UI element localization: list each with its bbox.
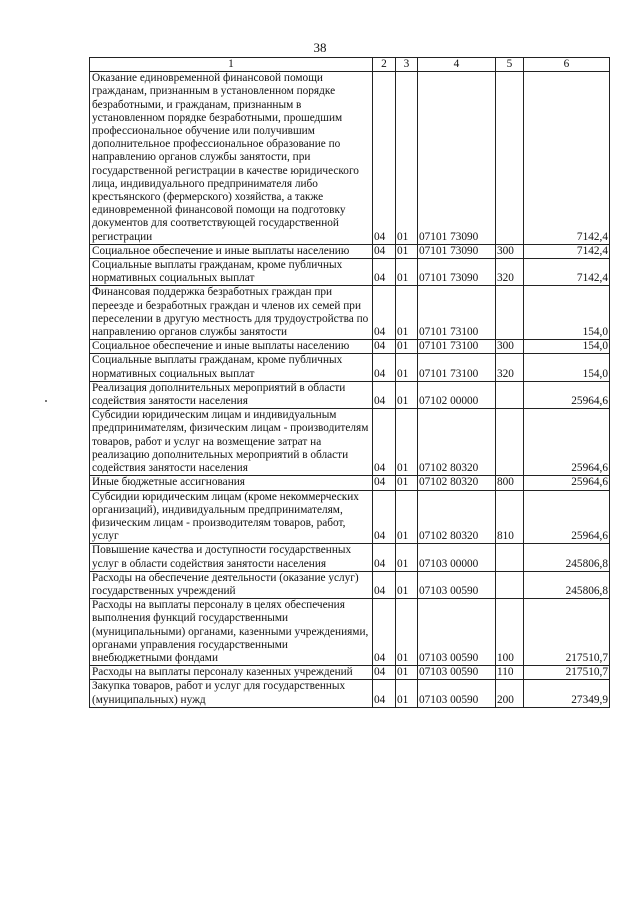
row-subsection: 01 — [396, 599, 418, 666]
row-amount: 154,0 — [524, 340, 610, 354]
row-amount: 25964,6 — [524, 409, 610, 476]
row-target-article: 07101 73100 — [418, 354, 496, 381]
row-expense-type: 300 — [496, 340, 524, 354]
column-header-3: 3 — [396, 58, 418, 72]
row-name: Социальное обеспечение и иные выплаты населению — [90, 244, 373, 258]
row-name: Оказание единовременной финансовой помощи гражданам, признанным в установленном порядке безработными, и гражданам, признанным в установленном порядке безработными, прошедшим профессиональное обучение или получившим дополнительное профессиональное образование по направлению органов службы занятости, при государственной регистрации в качестве юридического лица, индивидуального предпринимателя либо крестьянского (фермерского) хозяйства, а также единовременной финансовой помощи на подготовку документов для соответствующей государственной регистрации — [90, 72, 373, 245]
row-target-article: 07101 73100 — [418, 340, 496, 354]
row-subsection: 01 — [396, 286, 418, 340]
row-subsection: 01 — [396, 571, 418, 598]
row-section: 04 — [373, 571, 396, 598]
row-amount: 25964,6 — [524, 490, 610, 544]
row-expense-type — [496, 571, 524, 598]
row-name: Реализация дополнительных мероприятий в области содействия занятости населения — [90, 381, 373, 408]
column-header-1: 1 — [90, 58, 373, 72]
row-name: Финансовая поддержка безработных граждан при переезде и безработных граждан и членов их семей при переселении в другую местность для трудоустройства по направлению органов службы занятости — [90, 286, 373, 340]
row-amount: 154,0 — [524, 286, 610, 340]
column-header-5: 5 — [496, 58, 524, 72]
table-row — [90, 476, 610, 490]
row-section: 04 — [373, 409, 396, 476]
row-name: Иные бюджетные ассигнования — [90, 476, 373, 490]
row-target-article: 07103 00590 — [418, 599, 496, 666]
table-row — [90, 409, 610, 476]
row-amount: 217510,7 — [524, 599, 610, 666]
column-header-2: 2 — [373, 58, 396, 72]
table-row — [90, 666, 610, 680]
row-section: 04 — [373, 354, 396, 381]
row-target-article: 07101 73090 — [418, 244, 496, 258]
row-subsection: 01 — [396, 259, 418, 286]
row-section: 04 — [373, 666, 396, 680]
row-subsection: 01 — [396, 666, 418, 680]
row-amount: 25964,6 — [524, 381, 610, 408]
row-target-article: 07101 73090 — [418, 259, 496, 286]
row-amount: 7142,4 — [524, 72, 610, 245]
row-subsection: 01 — [396, 476, 418, 490]
page-number: 38 — [313, 40, 327, 55]
row-subsection: 01 — [396, 244, 418, 258]
table-row — [90, 544, 610, 571]
row-expense-type: 100 — [496, 599, 524, 666]
row-expense-type: 320 — [496, 354, 524, 381]
row-subsection: 01 — [396, 544, 418, 571]
table-row — [90, 244, 610, 258]
table-row — [90, 72, 610, 245]
row-subsection: 01 — [396, 72, 418, 245]
row-expense-type — [496, 72, 524, 245]
table-row — [90, 340, 610, 354]
row-section: 04 — [373, 244, 396, 258]
row-amount: 154,0 — [524, 354, 610, 381]
row-name: Расходы на выплаты персоналу в целях обеспечения выполнения функций государственными (муниципальными) органами, казенными учреждениями, органами управления государственными внебюджетными фондами — [90, 599, 373, 666]
row-section: 04 — [373, 544, 396, 571]
row-section: 04 — [373, 490, 396, 544]
row-name: Социальное обеспечение и иные выплаты населению — [90, 340, 373, 354]
row-section: 04 — [373, 476, 396, 490]
row-amount: 7142,4 — [524, 244, 610, 258]
row-expense-type: 800 — [496, 476, 524, 490]
table-header-row — [90, 58, 610, 72]
row-name: Социальные выплаты гражданам, кроме публичных нормативных социальных выплат — [90, 259, 373, 286]
table-row — [90, 599, 610, 666]
row-name: Социальные выплаты гражданам, кроме публичных нормативных социальных выплат — [90, 354, 373, 381]
row-amount: 27349,9 — [524, 680, 610, 707]
row-target-article: 07101 73090 — [418, 72, 496, 245]
row-target-article: 07102 80320 — [418, 409, 496, 476]
row-expense-type — [496, 409, 524, 476]
table-row — [90, 286, 610, 340]
row-expense-type: 300 — [496, 244, 524, 258]
row-name: Закупка товаров, работ и услуг для государственных (муниципальных) нужд — [90, 680, 373, 707]
row-expense-type — [496, 286, 524, 340]
table-row — [90, 571, 610, 598]
table-row — [90, 490, 610, 544]
column-header-4: 4 — [418, 58, 496, 72]
row-subsection: 01 — [396, 409, 418, 476]
row-section: 04 — [373, 599, 396, 666]
row-expense-type: 810 — [496, 490, 524, 544]
row-section: 04 — [373, 381, 396, 408]
row-name: Расходы на выплаты персоналу казенных учреждений — [90, 666, 373, 680]
row-section: 04 — [373, 680, 396, 707]
row-amount: 245806,8 — [524, 544, 610, 571]
row-expense-type: 110 — [496, 666, 524, 680]
row-amount: 25964,6 — [524, 476, 610, 490]
row-expense-type — [496, 381, 524, 408]
row-subsection: 01 — [396, 680, 418, 707]
row-target-article: 07102 80320 — [418, 490, 496, 544]
row-expense-type — [496, 544, 524, 571]
row-name: Повышение качества и доступности государственных услуг в области содействия занятости населения — [90, 544, 373, 571]
budget-table — [89, 57, 610, 708]
row-subsection: 01 — [396, 381, 418, 408]
row-section: 04 — [373, 340, 396, 354]
table-row — [90, 381, 610, 408]
row-amount: 217510,7 — [524, 666, 610, 680]
row-amount: 7142,4 — [524, 259, 610, 286]
row-name: Субсидии юридическим лицам (кроме некоммерческих организаций), индивидуальным предпринимателям, физическим лицам - производителям товаров, работ, услуг — [90, 490, 373, 544]
table-row — [90, 259, 610, 286]
row-section: 04 — [373, 259, 396, 286]
row-name: Субсидии юридическим лицам и индивидуальным предпринимателям, физическим лицам - производителям товаров, работ и услуг на возмещение затрат на реализацию дополнительных мероприятий в области содействия занятости населения — [90, 409, 373, 476]
scan-speck — [45, 400, 47, 402]
row-subsection: 01 — [396, 354, 418, 381]
row-target-article: 07102 80320 — [418, 476, 496, 490]
column-header-6: 6 — [524, 58, 610, 72]
row-section: 04 — [373, 286, 396, 340]
row-section: 04 — [373, 72, 396, 245]
row-expense-type: 200 — [496, 680, 524, 707]
row-target-article: 07103 00590 — [418, 571, 496, 598]
row-amount: 245806,8 — [524, 571, 610, 598]
row-subsection: 01 — [396, 490, 418, 544]
row-target-article: 07102 00000 — [418, 381, 496, 408]
row-target-article: 07103 00000 — [418, 544, 496, 571]
row-subsection: 01 — [396, 340, 418, 354]
row-expense-type: 320 — [496, 259, 524, 286]
row-target-article: 07103 00590 — [418, 680, 496, 707]
table-row — [90, 680, 610, 707]
table-row — [90, 354, 610, 381]
row-target-article: 07103 00590 — [418, 666, 496, 680]
row-name: Расходы на обеспечение деятельности (оказание услуг) государственных учреждений — [90, 571, 373, 598]
row-target-article: 07101 73100 — [418, 286, 496, 340]
table-body — [90, 58, 610, 708]
